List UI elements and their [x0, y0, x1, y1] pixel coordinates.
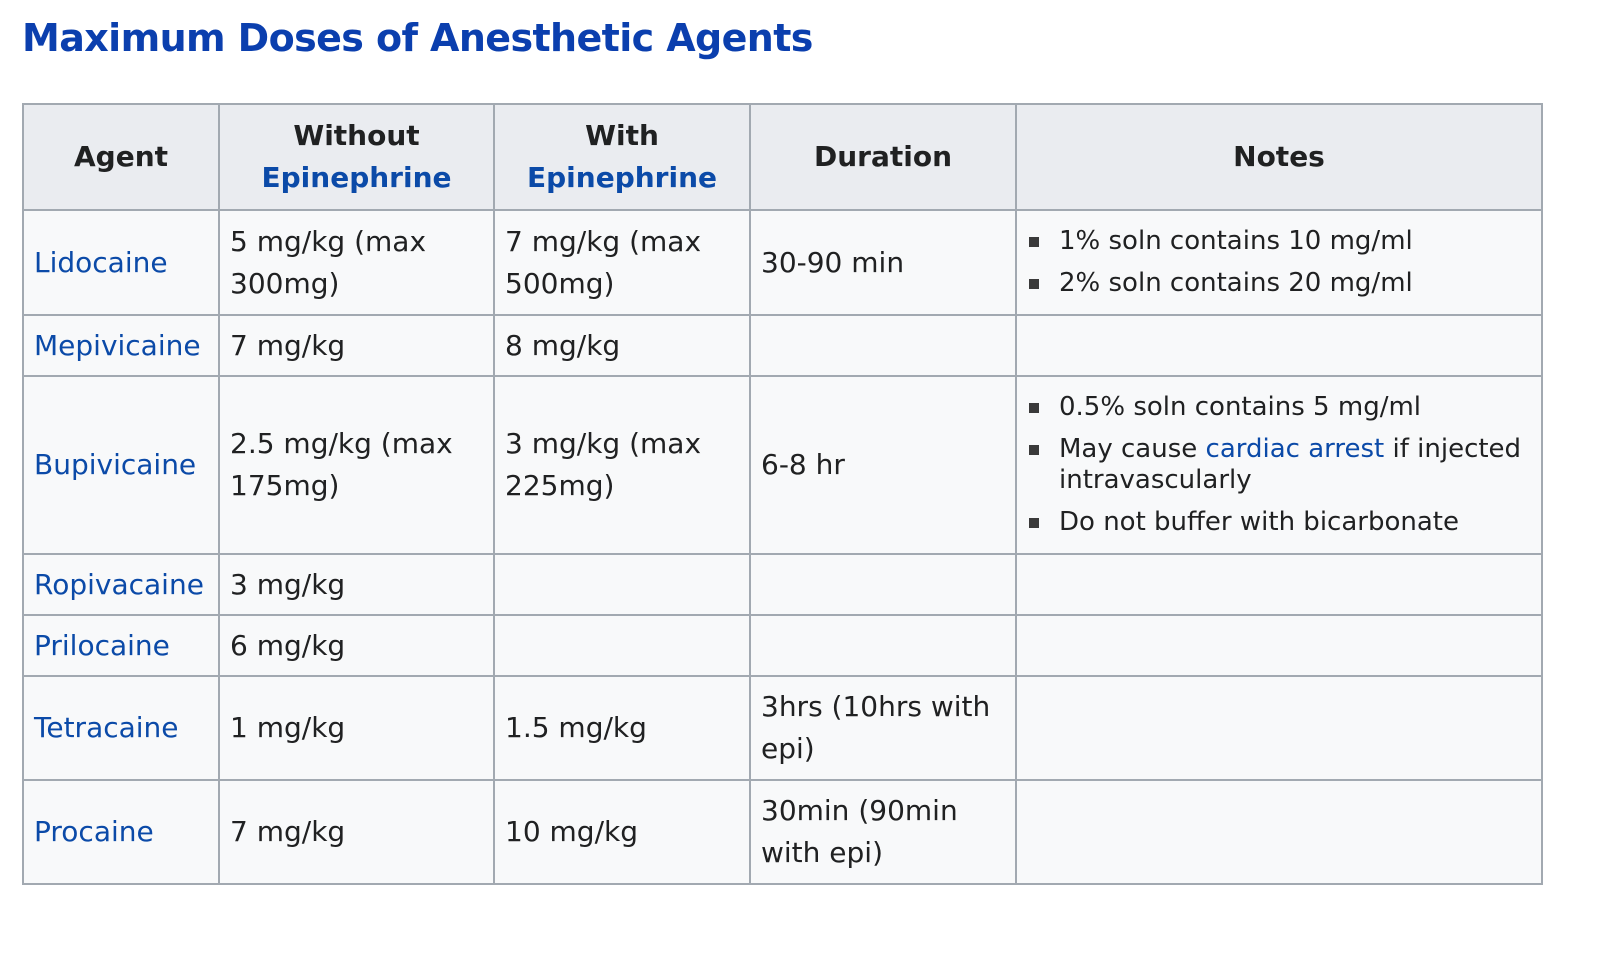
epinephrine-link[interactable]: Epinephrine [261, 161, 452, 194]
agent-link-bupivicaine[interactable]: Bupivicaine [34, 448, 197, 481]
agent-cell [23, 676, 219, 780]
header-with-epinephrine [494, 104, 750, 210]
notes-list [1027, 392, 1531, 538]
header-agent: Agent [23, 104, 219, 210]
duration-cell: 6-8 hr [750, 376, 1016, 554]
epinephrine-link[interactable]: Epinephrine [527, 161, 717, 194]
agent-link-tetracaine[interactable]: Tetracaine [34, 711, 179, 744]
with-epi-cell: 10 mg/kg [494, 780, 750, 884]
note-item: 0.5% soln contains 5 mg/ml [1027, 392, 1531, 423]
duration-cell: 3hrs (10hrs with epi) [750, 676, 1016, 780]
without-epi-cell: 7 mg/kg [219, 780, 494, 884]
table-row [23, 780, 1542, 884]
with-epi-cell: 3 mg/kg (max 225mg) [494, 376, 750, 554]
agent-cell [23, 615, 219, 676]
header-without-epinephrine [219, 104, 494, 210]
table-row [23, 554, 1542, 615]
note-item: 2% soln contains 20 mg/ml [1027, 268, 1531, 299]
table-row [23, 376, 1542, 554]
agent-link-lidocaine[interactable]: Lidocaine [34, 245, 168, 279]
note-item: 1% soln contains 10 mg/ml [1027, 226, 1531, 257]
notes-cell [1016, 315, 1542, 376]
notes-cell [1016, 376, 1542, 554]
notes-cell [1016, 615, 1542, 676]
agent-cell [23, 554, 219, 615]
table-row [23, 615, 1542, 676]
cardiac-arrest-link[interactable]: cardiac arrest [1205, 434, 1385, 464]
agent-cell [23, 210, 219, 315]
header-notes: Notes [1016, 104, 1542, 210]
notes-cell [1016, 210, 1542, 315]
duration-cell [750, 315, 1016, 376]
with-epi-cell: 1.5 mg/kg [494, 676, 750, 780]
anesthetic-doses-table [22, 103, 1543, 885]
note-item: Do not buffer with bicarbonate [1027, 507, 1531, 538]
duration-cell: 30min (90min with epi) [750, 780, 1016, 884]
agent-cell [23, 376, 219, 554]
note-text: if injected intravascularly [1059, 434, 1522, 495]
notes-cell [1016, 554, 1542, 615]
table-row [23, 315, 1542, 376]
with-epi-cell [494, 615, 750, 676]
agent-link-procaine[interactable]: Procaine [34, 815, 154, 848]
table-row [23, 676, 1542, 780]
without-epi-cell: 5 mg/kg (max 300mg) [219, 210, 494, 315]
without-epi-cell: 3 mg/kg [219, 554, 494, 615]
duration-cell [750, 554, 1016, 615]
without-epi-cell: 6 mg/kg [219, 615, 494, 676]
page-title: Maximum Doses of Anesthetic Agents [22, 16, 813, 60]
header-duration: Duration [750, 104, 1016, 210]
with-epi-cell [494, 554, 750, 615]
header-with-label: With [585, 119, 659, 152]
notes-cell [1016, 780, 1542, 884]
duration-cell [750, 615, 1016, 676]
agent-link-mepivicaine[interactable]: Mepivicaine [34, 328, 201, 362]
agent-link-prilocaine[interactable]: Prilocaine [34, 628, 170, 662]
without-epi-cell: 2.5 mg/kg (max 175mg) [219, 376, 494, 554]
notes-list [1027, 226, 1531, 299]
without-epi-cell: 7 mg/kg [219, 315, 494, 376]
with-epi-cell: 7 mg/kg (max 500mg) [494, 210, 750, 315]
note-text: May cause [1059, 434, 1206, 464]
agent-link-ropivacaine[interactable]: Ropivacaine [34, 567, 204, 601]
header-without-label: Without [293, 119, 420, 152]
table-header-row [23, 104, 1542, 210]
notes-cell [1016, 676, 1542, 780]
note-item-cardiac [1027, 434, 1531, 496]
agent-cell [23, 780, 219, 884]
without-epi-cell: 1 mg/kg [219, 676, 494, 780]
agent-cell [23, 315, 219, 376]
duration-cell: 30-90 min [750, 210, 1016, 315]
with-epi-cell: 8 mg/kg [494, 315, 750, 376]
table-row [23, 210, 1542, 315]
